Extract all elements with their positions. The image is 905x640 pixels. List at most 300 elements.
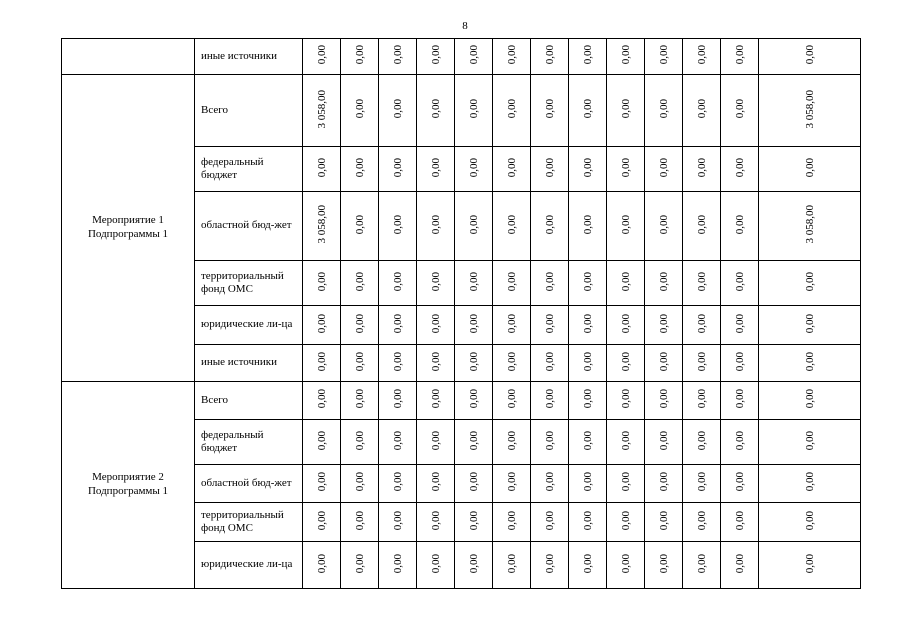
amount-text: 0,00 xyxy=(581,510,594,531)
amount-text: 0,00 xyxy=(803,510,816,531)
amount-text: 0,00 xyxy=(657,351,670,372)
amount-text: 0,00 xyxy=(695,510,708,531)
value-cell xyxy=(569,261,607,306)
amount-text: 0,00 xyxy=(315,553,328,574)
funding-source-cell: иные источники xyxy=(195,345,303,382)
value-cell xyxy=(379,382,417,420)
value-cell xyxy=(455,306,493,345)
funding-source-cell: юридические ли-ца xyxy=(195,542,303,589)
amount-text: 0,00 xyxy=(429,99,442,119)
value-cell xyxy=(493,465,531,503)
amount-text: 3 058,00 xyxy=(803,205,816,244)
value-cell xyxy=(645,503,683,542)
value-cell xyxy=(303,465,341,503)
amount-text: 0,00 xyxy=(581,430,594,451)
amount-text: 0,00 xyxy=(391,351,404,372)
value-cell xyxy=(683,192,721,261)
total-value-cell xyxy=(759,382,861,420)
amount-text: 0,00 xyxy=(353,553,366,574)
value-cell xyxy=(569,345,607,382)
value-cell xyxy=(531,39,569,75)
amount-text: 0,00 xyxy=(315,313,328,334)
value-cell xyxy=(379,192,417,261)
amount-text: 0,00 xyxy=(619,99,632,119)
value-cell xyxy=(493,503,531,542)
amount-text: 0,00 xyxy=(391,389,404,409)
value-cell xyxy=(417,192,455,261)
amount-text: 0,00 xyxy=(467,351,480,372)
value-cell xyxy=(455,39,493,75)
event-name-line: Мероприятие 2 xyxy=(92,471,164,484)
amount-text: 0,00 xyxy=(581,553,594,574)
value-cell xyxy=(531,420,569,465)
amount-text: 0,00 xyxy=(803,430,816,451)
value-cell xyxy=(721,261,759,306)
amount-text: 0,00 xyxy=(619,45,632,65)
value-cell xyxy=(455,75,493,147)
value-cell xyxy=(455,503,493,542)
event-subprogram-line: Подпрограммы 1 xyxy=(87,228,169,240)
value-cell xyxy=(569,420,607,465)
amount-text: 0,00 xyxy=(657,430,670,451)
value-cell xyxy=(683,503,721,542)
value-cell xyxy=(303,147,341,192)
value-cell xyxy=(303,306,341,345)
event-subprogram-line: Подпрограммы 1 xyxy=(87,485,169,497)
value-cell xyxy=(683,39,721,75)
amount-text: 0,00 xyxy=(581,214,594,235)
amount-text: 0,00 xyxy=(391,472,404,492)
value-cell xyxy=(455,465,493,503)
value-cell xyxy=(721,39,759,75)
amount-text: 0,00 xyxy=(581,157,594,178)
value-cell xyxy=(569,465,607,503)
amount-text: 0,00 xyxy=(657,45,670,65)
value-cell xyxy=(417,420,455,465)
total-value-cell xyxy=(759,465,861,503)
amount-text: 0,00 xyxy=(695,472,708,492)
value-cell xyxy=(683,420,721,465)
amount-text: 0,00 xyxy=(315,510,328,531)
amount-text: 0,00 xyxy=(803,472,816,492)
amount-text: 0,00 xyxy=(695,430,708,451)
value-cell xyxy=(417,147,455,192)
amount-text: 0,00 xyxy=(505,430,518,451)
value-cell xyxy=(721,465,759,503)
amount-text: 0,00 xyxy=(543,45,556,65)
value-cell xyxy=(417,465,455,503)
value-cell xyxy=(493,75,531,147)
value-cell xyxy=(607,503,645,542)
amount-text: 0,00 xyxy=(657,313,670,334)
value-cell xyxy=(569,306,607,345)
amount-text: 0,00 xyxy=(733,510,746,531)
amount-text: 0,00 xyxy=(657,157,670,178)
value-cell xyxy=(721,382,759,420)
amount-text: 0,00 xyxy=(733,472,746,492)
value-cell xyxy=(531,542,569,589)
value-cell xyxy=(341,503,379,542)
total-value-cell xyxy=(759,420,861,465)
amount-text: 0,00 xyxy=(695,553,708,574)
amount-text: 0,00 xyxy=(619,313,632,334)
value-cell xyxy=(645,147,683,192)
amount-text: 0,00 xyxy=(353,214,366,235)
value-cell xyxy=(607,39,645,75)
amount-text: 0,00 xyxy=(467,553,480,574)
amount-text: 0,00 xyxy=(543,271,556,292)
amount-text: 0,00 xyxy=(543,430,556,451)
value-cell xyxy=(645,306,683,345)
amount-text: 0,00 xyxy=(505,157,518,178)
amount-text: 0,00 xyxy=(391,45,404,65)
value-cell xyxy=(379,542,417,589)
amount-text: 0,00 xyxy=(733,45,746,65)
amount-text: 0,00 xyxy=(657,553,670,574)
value-cell xyxy=(607,147,645,192)
amount-text: 0,00 xyxy=(315,430,328,451)
amount-text: 0,00 xyxy=(733,313,746,334)
amount-text: 0,00 xyxy=(353,389,366,409)
value-cell xyxy=(607,345,645,382)
value-cell xyxy=(341,147,379,192)
amount-text: 0,00 xyxy=(315,472,328,492)
amount-text: 0,00 xyxy=(505,553,518,574)
amount-text: 0,00 xyxy=(619,389,632,409)
value-cell xyxy=(417,542,455,589)
amount-text: 0,00 xyxy=(505,351,518,372)
amount-text: 0,00 xyxy=(315,271,328,292)
value-cell xyxy=(379,503,417,542)
amount-text: 0,00 xyxy=(543,389,556,409)
value-cell xyxy=(721,542,759,589)
amount-text: 0,00 xyxy=(733,157,746,178)
value-cell xyxy=(417,503,455,542)
amount-text: 0,00 xyxy=(733,99,746,119)
amount-text: 0,00 xyxy=(803,351,816,372)
value-cell xyxy=(721,503,759,542)
value-cell xyxy=(607,192,645,261)
amount-text: 0,00 xyxy=(429,313,442,334)
value-cell xyxy=(569,147,607,192)
funding-source-cell: территориальный фонд ОМС xyxy=(195,503,303,542)
value-cell xyxy=(379,75,417,147)
value-cell xyxy=(683,382,721,420)
amount-text: 0,00 xyxy=(391,510,404,531)
amount-text: 0,00 xyxy=(391,271,404,292)
amount-text: 0,00 xyxy=(353,271,366,292)
value-cell xyxy=(683,75,721,147)
amount-text: 0,00 xyxy=(619,472,632,492)
amount-text: 3 058,00 xyxy=(315,205,328,244)
value-cell xyxy=(531,382,569,420)
empty-event-cell xyxy=(62,39,195,75)
amount-text: 0,00 xyxy=(733,214,746,235)
value-cell xyxy=(531,503,569,542)
total-value-cell xyxy=(759,192,861,261)
amount-text: 0,00 xyxy=(695,214,708,235)
value-cell xyxy=(721,306,759,345)
value-cell xyxy=(569,192,607,261)
amount-text: 0,00 xyxy=(803,553,816,574)
amount-text: 0,00 xyxy=(391,313,404,334)
amount-text: 0,00 xyxy=(505,45,518,65)
amount-text: 0,00 xyxy=(733,389,746,409)
value-cell xyxy=(379,261,417,306)
total-value-cell xyxy=(759,261,861,306)
value-cell xyxy=(721,147,759,192)
value-cell xyxy=(645,420,683,465)
amount-text: 0,00 xyxy=(619,351,632,372)
value-cell xyxy=(341,306,379,345)
amount-text: 0,00 xyxy=(353,157,366,178)
funding-source-cell: федеральный бюджет xyxy=(195,147,303,192)
amount-text: 0,00 xyxy=(467,157,480,178)
value-cell xyxy=(341,542,379,589)
value-cell xyxy=(341,75,379,147)
amount-text: 0,00 xyxy=(505,313,518,334)
value-cell xyxy=(455,542,493,589)
value-cell xyxy=(417,306,455,345)
amount-text: 0,00 xyxy=(353,510,366,531)
value-cell xyxy=(493,261,531,306)
amount-text: 0,00 xyxy=(429,510,442,531)
value-cell xyxy=(569,542,607,589)
total-value-cell xyxy=(759,503,861,542)
value-cell xyxy=(303,382,341,420)
amount-text: 0,00 xyxy=(543,553,556,574)
funding-source-cell: федеральный бюджет xyxy=(195,420,303,465)
value-cell xyxy=(455,345,493,382)
amount-text: 0,00 xyxy=(467,430,480,451)
amount-text: 0,00 xyxy=(467,472,480,492)
amount-text: 0,00 xyxy=(429,553,442,574)
amount-text: 0,00 xyxy=(315,157,328,178)
amount-text: 0,00 xyxy=(733,351,746,372)
page-number: 8 xyxy=(462,20,468,32)
value-cell xyxy=(341,465,379,503)
amount-text: 0,00 xyxy=(657,99,670,119)
value-cell xyxy=(417,345,455,382)
value-cell xyxy=(645,345,683,382)
value-cell xyxy=(341,39,379,75)
amount-text: 0,00 xyxy=(695,351,708,372)
value-cell xyxy=(493,192,531,261)
value-cell xyxy=(531,345,569,382)
value-cell xyxy=(645,39,683,75)
amount-text: 0,00 xyxy=(353,45,366,65)
value-cell xyxy=(531,147,569,192)
value-cell xyxy=(303,542,341,589)
value-cell xyxy=(569,382,607,420)
amount-text: 0,00 xyxy=(695,389,708,409)
amount-text: 0,00 xyxy=(315,45,328,65)
value-cell xyxy=(721,75,759,147)
amount-text: 0,00 xyxy=(505,389,518,409)
value-cell xyxy=(379,420,417,465)
value-cell xyxy=(531,75,569,147)
amount-text: 0,00 xyxy=(429,271,442,292)
value-cell xyxy=(303,503,341,542)
amount-text: 0,00 xyxy=(733,553,746,574)
funding-source-cell: областной бюд-жет xyxy=(195,465,303,503)
amount-text: 0,00 xyxy=(619,214,632,235)
amount-text: 0,00 xyxy=(581,313,594,334)
value-cell xyxy=(645,542,683,589)
value-cell xyxy=(493,345,531,382)
value-cell xyxy=(721,192,759,261)
amount-text: 0,00 xyxy=(353,351,366,372)
value-cell xyxy=(569,503,607,542)
value-cell xyxy=(341,420,379,465)
amount-text: 0,00 xyxy=(467,510,480,531)
amount-text: 0,00 xyxy=(467,271,480,292)
amount-text: 0,00 xyxy=(353,472,366,492)
funding-source-cell: юридические ли-ца xyxy=(195,306,303,345)
amount-text: 0,00 xyxy=(657,472,670,492)
value-cell xyxy=(417,261,455,306)
value-cell xyxy=(607,75,645,147)
amount-text: 0,00 xyxy=(581,45,594,65)
amount-text: 0,00 xyxy=(695,313,708,334)
table-row xyxy=(62,75,861,147)
amount-text: 0,00 xyxy=(695,99,708,119)
value-cell xyxy=(303,192,341,261)
total-value-cell xyxy=(759,345,861,382)
amount-text: 0,00 xyxy=(581,389,594,409)
amount-text: 0,00 xyxy=(543,313,556,334)
value-cell xyxy=(493,147,531,192)
value-cell xyxy=(683,345,721,382)
value-cell xyxy=(607,261,645,306)
amount-text: 0,00 xyxy=(391,553,404,574)
value-cell xyxy=(493,306,531,345)
amount-text: 0,00 xyxy=(543,157,556,178)
value-cell xyxy=(303,420,341,465)
amount-text: 0,00 xyxy=(429,45,442,65)
amount-text: 3 058,00 xyxy=(315,89,328,129)
value-cell xyxy=(303,39,341,75)
value-cell xyxy=(379,345,417,382)
value-cell xyxy=(379,147,417,192)
value-cell xyxy=(645,261,683,306)
table-row xyxy=(62,382,861,420)
value-cell xyxy=(493,382,531,420)
amount-text: 0,00 xyxy=(429,157,442,178)
amount-text: 0,00 xyxy=(803,389,816,409)
amount-text: 0,00 xyxy=(467,214,480,235)
amount-text: 0,00 xyxy=(581,99,594,119)
amount-text: 3 058,00 xyxy=(803,89,816,129)
amount-text: 0,00 xyxy=(429,389,442,409)
amount-text: 0,00 xyxy=(581,472,594,492)
amount-text: 0,00 xyxy=(505,99,518,119)
amount-text: 0,00 xyxy=(315,351,328,372)
value-cell xyxy=(455,382,493,420)
amount-text: 0,00 xyxy=(619,510,632,531)
value-cell xyxy=(721,345,759,382)
value-cell xyxy=(493,542,531,589)
value-cell xyxy=(341,345,379,382)
amount-text: 0,00 xyxy=(505,472,518,492)
amount-text: 0,00 xyxy=(315,389,328,409)
amount-text: 0,00 xyxy=(505,214,518,235)
amount-text: 0,00 xyxy=(657,271,670,292)
value-cell xyxy=(303,345,341,382)
value-cell xyxy=(531,192,569,261)
amount-text: 0,00 xyxy=(695,45,708,65)
amount-text: 0,00 xyxy=(467,45,480,65)
total-value-cell xyxy=(759,75,861,147)
amount-text: 0,00 xyxy=(505,510,518,531)
budget-table xyxy=(61,38,861,589)
value-cell xyxy=(607,420,645,465)
value-cell xyxy=(721,420,759,465)
value-cell xyxy=(417,382,455,420)
value-cell xyxy=(303,75,341,147)
funding-source-cell: Всего xyxy=(195,382,303,420)
event-name-cell xyxy=(62,382,195,589)
amount-text: 0,00 xyxy=(543,510,556,531)
value-cell xyxy=(607,382,645,420)
amount-text: 0,00 xyxy=(803,157,816,178)
amount-text: 0,00 xyxy=(505,271,518,292)
amount-text: 0,00 xyxy=(581,351,594,372)
total-value-cell xyxy=(759,39,861,75)
funding-source-cell: иные источники xyxy=(195,39,303,75)
funding-source-cell: территориальный фонд ОМС xyxy=(195,261,303,306)
value-cell xyxy=(607,306,645,345)
value-cell xyxy=(531,306,569,345)
amount-text: 0,00 xyxy=(391,430,404,451)
value-cell xyxy=(645,465,683,503)
amount-text: 0,00 xyxy=(619,553,632,574)
value-cell xyxy=(645,75,683,147)
amount-text: 0,00 xyxy=(619,430,632,451)
amount-text: 0,00 xyxy=(803,313,816,334)
value-cell xyxy=(683,542,721,589)
value-cell xyxy=(379,465,417,503)
amount-text: 0,00 xyxy=(733,430,746,451)
amount-text: 0,00 xyxy=(619,157,632,178)
funding-source-cell: Всего xyxy=(195,75,303,147)
value-cell xyxy=(531,261,569,306)
amount-text: 0,00 xyxy=(657,389,670,409)
value-cell xyxy=(303,261,341,306)
amount-text: 0,00 xyxy=(657,510,670,531)
amount-text: 0,00 xyxy=(543,99,556,119)
amount-text: 0,00 xyxy=(429,214,442,235)
value-cell xyxy=(645,382,683,420)
amount-text: 0,00 xyxy=(695,271,708,292)
event-name-line: Мероприятие 1 xyxy=(92,214,164,227)
value-cell xyxy=(683,261,721,306)
total-value-cell xyxy=(759,542,861,589)
amount-text: 0,00 xyxy=(391,214,404,235)
value-cell xyxy=(531,465,569,503)
value-cell xyxy=(455,420,493,465)
amount-text: 0,00 xyxy=(391,157,404,178)
amount-text: 0,00 xyxy=(467,313,480,334)
amount-text: 0,00 xyxy=(733,271,746,292)
amount-text: 0,00 xyxy=(467,99,480,119)
value-cell xyxy=(379,39,417,75)
value-cell xyxy=(455,192,493,261)
value-cell xyxy=(417,75,455,147)
amount-text: 0,00 xyxy=(429,472,442,492)
table-row xyxy=(62,39,861,75)
amount-text: 0,00 xyxy=(619,271,632,292)
